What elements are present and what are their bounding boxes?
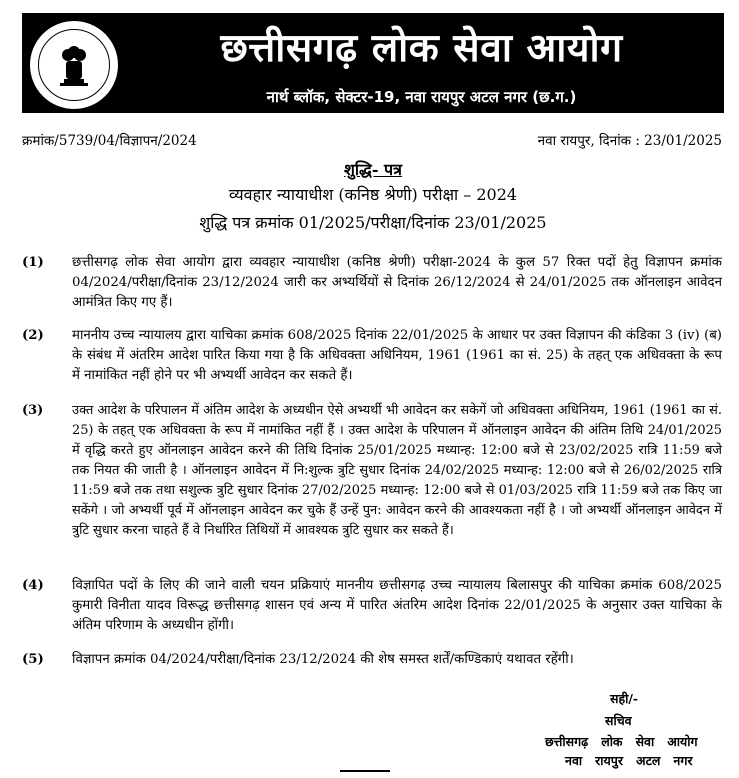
paragraph-number: (3) [22, 403, 44, 418]
org-address: नार्थ ब्लॉक, सेक्टर-19, नवा रायपुर अटल नगर (छ.ग.) [266, 88, 577, 106]
notice-title: शुद्धि- पत्र [344, 160, 402, 179]
paragraph-number: (2) [22, 328, 44, 343]
signature-designation: सचिव [605, 713, 632, 728]
corrigendum-number: शुद्धि पत्र क्रमांक 01/2025/परीक्षा/दिनांक 23/01/2025 [199, 213, 547, 232]
signature-signed: सही/- [610, 691, 639, 706]
signature-place: नवा रायपुर अटल नगर [565, 753, 693, 768]
paragraph-1 [22, 253, 724, 315]
page-divider [340, 770, 390, 778]
paragraph-text: विज्ञापन क्रमांक 04/2024/परीक्षा/दिनांक 23/12/2024 की शेष समस्त शर्तें/कण्डिकाएं यथावत रहेंगी। [72, 652, 574, 667]
paragraph-text: माननीय उच्च न्यायालय द्वारा याचिका क्रमांक 608/2025 दिनांक 22/01/2025 के आधार पर उक्त विज्ञापन की कंडिका 3 (iv) (ब) के संबंध में अंतरिम आदेश पारित किया गया है कि अधिवक्ता अधिनियम, 1961 (1961 का सं. 25) के तहत् एक अधिवक्ता के रूप में नामांकित नहीं होने पर भी अभ्यर्थी आवेदन कर सकते हैं। [72, 328, 722, 383]
signature-org: छत्तीसगढ़ लोक सेवा आयोग [545, 734, 698, 749]
paragraph-2 [22, 326, 724, 388]
reference-number: क्रमांक/5739/04/विज्ञापन/2024 [22, 133, 197, 149]
header-banner [22, 13, 724, 113]
paragraph-text: उक्त आदेश के परिपालन में अंतिम आदेश के अध्यधीन ऐसे अभ्यर्थी भी आवेदन कर सकेगें जो अधिवक्ता अधिनियम, 1961 (1961 का सं. 25) के तहत् एक अधिवक्ता के रूप में नामांकित नहीं हैं । उक्त आदेश के परिपालन में ऑनलाइन आवेदन की अंतिम तिथि 24/01/2025 में वृद्धि करते हुए ऑनलाइन आवेदन करने की तिथि दिनांक 25/01/2025 मध्यान्ह: 12:00 बजे से 23/02/2025 रात्रि 11:59 बजे तक नियत की जाती है । ऑनलाइन आवेदन में नि:शुल्क त्रुटि सुधार दिनांक 24/02/2025 मध्यान्ह: 12:00 बजे से 26/02/2025 रात्रि 11:59 बजे तक तथा सशुल्क त्रुटि सुधार दिनांक 27/02/2025 मध्यान्ह: 12:00 बजे से 01/03/2025 रात्रि 11:59 बजे तक किए जा सकेंगे । जो अभ्यर्थी पूर्व में ऑनलाइन आवेदन कर चुके हैं उन्हें पुन: आवेदन करने की आवश्यकता नहीं है । जो अभ्यर्थी ऑनलाइन आवेदन में त्रुटि सुधार करना चाहते हैं वे निर्धारित तिथियों में आवश्यक त्रुटि सुधार कर सकते हैं। [72, 403, 722, 538]
paragraph-number: (5) [22, 652, 44, 667]
paragraph-text: विज्ञापित पदों के लिए की जाने वाली चयन प्रक्रियाएं माननीय छत्तीसगढ़ उच्च न्यायालय बिलासपुर की याचिका क्रमांक 608/2025 कुमारी विनीता यादव विरूद्ध छत्तीसगढ़ शासन एवं अन्य में पारित अंतरिम आदेश दिनांक 22/01/2025 के अनुसार उक्त याचिका के अंतिम परिणाम के अध्यधीन होंगी। [72, 578, 722, 633]
org-title: छत्तीसगढ़ लोक सेवा आयोग [220, 26, 623, 71]
paragraph-3 [22, 401, 724, 571]
paragraph-number: (4) [22, 578, 44, 593]
paragraph-number: (1) [22, 255, 44, 270]
paragraph-5 [22, 650, 724, 672]
paragraph-text: छत्तीसगढ़ लोक सेवा आयोग द्वारा व्यवहार न्यायाधीश (कनिष्ठ श्रेणी) परीक्षा-2024 के कुल 57 रिक्त पदों हेतु विज्ञापन क्रमांक 04/2024/परीक्षा/दिनांक 23/12/2024 जारी कर अभ्यर्थियों से दिनांक 26/12/2024 से 24/01/2025 तक ऑनलाइन आवेदन आमंत्रित किए गए हैं। [72, 255, 722, 310]
exam-title: व्यवहार न्यायाधीश (कनिष्ठ श्रेणी) परीक्षा – 2024 [228, 185, 518, 204]
emblem-icon [28, 19, 120, 111]
paragraph-4 [22, 576, 724, 638]
place-date: नवा रायपुर, दिनांक : 23/01/2025 [537, 133, 722, 149]
